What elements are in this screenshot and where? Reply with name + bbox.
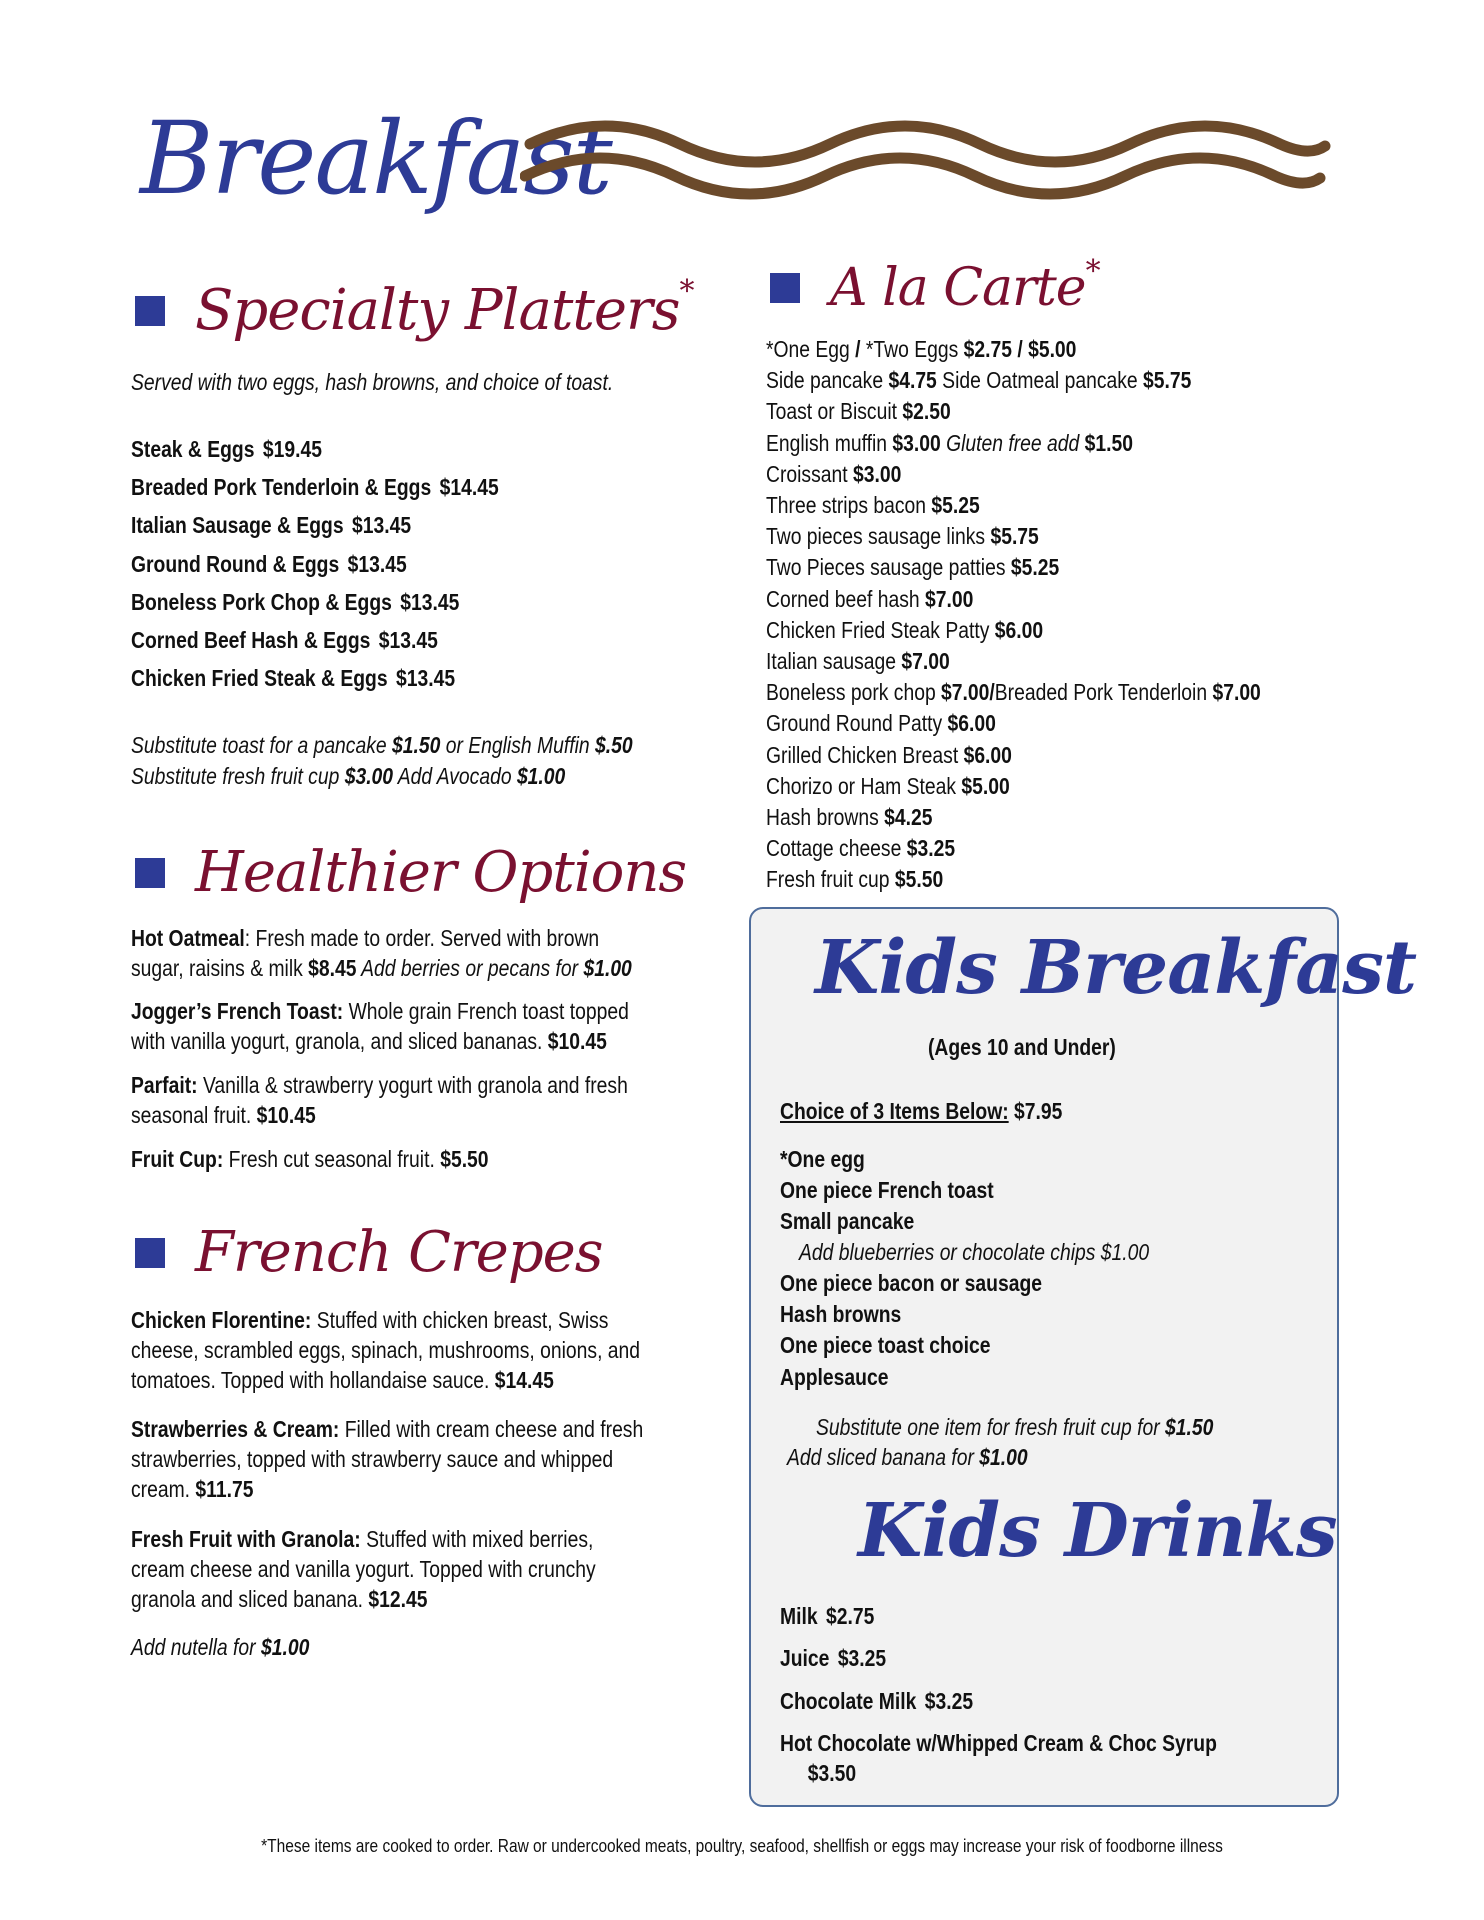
specialty-title: Specialty Platters [195,278,680,343]
section-square-icon [135,1238,165,1268]
specialty-sub-1: Substitute toast for a pancake $1.50 or English Muffin $.50 [131,732,633,758]
alacarte-item: English muffin $3.00 Gluten free add $1.50 [766,430,1134,456]
alacarte-item: Two Pieces sausage patties $5.25 [766,554,1060,580]
section-square-icon [135,858,165,888]
footer-disclaimer: *These items are cooked to order. Raw or undercooked meats, poultry, seafood, shellfish or eggs may increase your risk of foodborne illness [261,1836,1223,1856]
alacarte-item: Grilled Chicken Breast $6.00 [766,742,1012,768]
alacarte-title: A la Carte [830,258,1086,318]
alacarte-item: Ground Round Patty $6.00 [766,710,996,736]
section-square-icon [770,273,800,303]
kids-drinks-title: Kids Drinks [858,1488,1337,1574]
drink-item: Juice $3.25 [780,1645,887,1671]
crepes-header [135,1220,603,1285]
kids-substitute: Substitute one item for fresh fruit cup for $1.50 [816,1414,1214,1440]
specialty-subtitle: Served with two eggs, hash browns, and choice of toast. [131,369,614,395]
kids-item: *One egg [780,1146,865,1172]
specialty-item: Breaded Pork Tenderloin & Eggs $14.45 [131,474,499,500]
drink-item: Chocolate Milk $3.25 [780,1688,974,1714]
alacarte-item: Corned beef hash $7.00 [766,586,974,612]
kids-breakfast-title: Kids Breakfast [815,925,1417,1011]
alacarte-item: Toast or Biscuit $2.50 [766,398,951,424]
kids-item: Applesauce [780,1364,889,1390]
alacarte-item: Italian sausage $7.00 [766,648,950,674]
drink-item: Milk $2.75 [780,1603,875,1629]
section-title [830,254,1100,318]
menu-title: Breakfast [140,100,611,217]
alacarte-item: Two pieces sausage links $5.75 [766,523,1039,549]
alacarte-item: *One Egg / *Two Eggs $2.75 / $5.00 [766,336,1077,362]
specialty-sub-2: Substitute fresh fruit cup $3.00 Add Avocado $1.00 [131,763,566,789]
specialty-item: Steak & Eggs $19.45 [131,436,322,462]
kids-item: One piece French toast [780,1177,994,1203]
item-fruit-cup: Fruit Cup: Fresh cut seasonal fruit. $5.50 [131,1146,489,1172]
section-title [195,274,694,343]
alacarte-item: Three strips bacon $5.25 [766,492,980,518]
kids-item: Small pancake [780,1208,915,1234]
specialty-star: * [679,274,694,309]
alacarte-item: Chicken Fried Steak Patty $6.00 [766,617,1044,643]
alacarte-item: Croissant $3.00 [766,461,902,487]
alacarte-item: Hash browns $4.25 [766,804,933,830]
alacarte-star: * [1085,254,1100,289]
item-strawberries-cream: Strawberries & Cream: Filled with cream cheese and fresh strawberries, topped with strawberry sauce and whipped cream. $11.75 [131,1416,644,1502]
item-parfait: Parfait: Vanilla & strawberry yogurt with granola and fresh seasonal fruit. $10.45 [131,1072,628,1128]
healthier-header [135,840,686,905]
specialty-item: Chicken Fried Steak & Eggs $13.45 [131,665,456,691]
item-chicken-florentine: Chicken Florentine: Stuffed with chicken breast, Swiss cheese, scrambled eggs, spinach, mushrooms, onions, and tomatoes. Topped with hollandaise sauce. $14.45 [131,1307,641,1393]
item-fresh-fruit-granola: Fresh Fruit with Granola: Stuffed with mixed berries, cream cheese and vanilla yogurt. Topped with crunchy granola and sliced banana. $12.45 [131,1526,596,1612]
drink-hot-chocolate: Hot Chocolate w/Whipped Cream & Choc Syrup $3.50 [780,1730,1217,1786]
kids-pancake-addon: Add blueberries or chocolate chips $1.00 [799,1239,1150,1265]
alacarte-item: Fresh fruit cup $5.50 [766,866,944,892]
alacarte-item: Boneless pork chop $7.00/Breaded Pork Tenderloin $7.00 [766,679,1261,705]
alacarte-header [770,254,1100,318]
specialty-header [135,274,694,343]
alacarte-item: Side pancake $4.75 Side Oatmeal pancake $5.75 [766,367,1192,393]
item-hot-oatmeal: Hot Oatmeal: Fresh made to order. Served with brown sugar, raisins & milk $8.45 Add berries or pecans for $1.00 [131,925,632,981]
section-square-icon [135,296,165,326]
kids-item: Hash browns [780,1301,902,1327]
kids-choice: Choice of 3 Items Below: $7.95 [780,1098,1063,1124]
kids-item: One piece toast choice [780,1332,991,1358]
kids-item: One piece bacon or sausage [780,1270,1043,1296]
specialty-item: Italian Sausage & Eggs $13.45 [131,512,412,538]
kids-ages: (Ages 10 and Under) [928,1034,1116,1060]
specialty-item: Ground Round & Eggs $13.45 [131,551,407,577]
healthier-title: Healthier Options [195,840,687,905]
alacarte-item: Chorizo or Ham Steak $5.00 [766,773,1010,799]
item-joggers-toast: Jogger’s French Toast: Whole grain French toast topped with vanilla yogurt, granola, and sliced bananas. $10.45 [131,998,629,1054]
kids-banana: Add sliced banana for $1.00 [787,1444,1028,1470]
alacarte-item: Cottage cheese $3.25 [766,835,956,861]
crepes-title: French Crepes [195,1220,603,1285]
specialty-item: Boneless Pork Chop & Eggs $13.45 [131,589,460,615]
crepes-addon: Add nutella for $1.00 [131,1634,310,1660]
wave-decoration [520,118,1335,218]
specialty-item: Corned Beef Hash & Eggs $13.45 [131,627,438,653]
